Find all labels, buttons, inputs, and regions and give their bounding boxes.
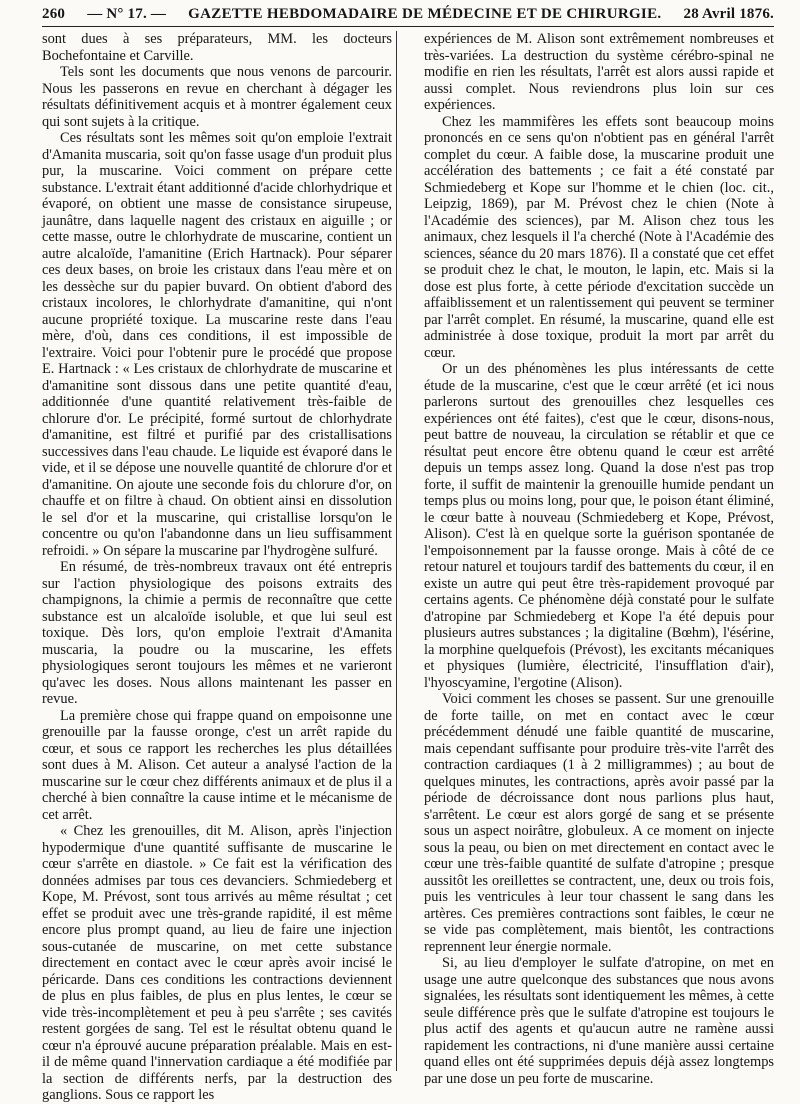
paragraph: La première chose qui frappe quand on empoisonne une grenouille par la fausse oronge, c'est un arrêt rapide du cœur, et sous ce rapport les recherches les plus détaillées sont dues à M. Alison. Cet auteur a analysé l'action de la muscarine sur le cœur chez différents animaux et de plus il a cherché à bien connaître la cause intime et le mécanisme de cet arrêt. — [42, 707, 392, 823]
paragraph: « Chez les grenouilles, dit M. Alison, après l'injection hypodermique d'une quantité suffisante de muscarine le cœur s'arrête en diastole. » Ce fait est la vérification des données admises par tous ces devanciers. Schmiedeberg et Kope, M. Prévost, sont tous arrivés au même résultat ; cet effet se produit avec une très-grande rapidité, il est même encore plus prompt quand, au lieu de faire une injection sous-cutanée de muscarine, on met cette substance directement en contact avec le cœur après avoir incisé le péricarde. Dans ces conditions les contractions deviennent de plus en plus faibles, de plus en plus lentes, le cœur se vide très-incomplètement et peu à peu s'arrête ; ses cavités restent gorgées de sang. Tel est le résultat obtenu quand le cœur n'a éprouvé aucune préparation préalable. Mais en est-il de même quand l'innervation cardiaque a été modifiée par la section de différents nerfs, par la destruction des ganglions. Sous ce rapport les — [42, 823, 392, 1103]
page-number: 260 — [42, 6, 66, 22]
right-column — [424, 31, 774, 1104]
journal-title: GAZETTE HEBDOMADAIRE DE MÉDECINE ET DE CHIRURGIE. — [188, 6, 662, 22]
paragraph: Tels sont les documents que nous venons de parcourir. Nous les passerons en revue en cherchant à dégager les résultats définitivement acquis et à montrer également ceux qui sont sujets à la critique. — [42, 64, 392, 130]
paragraph: Ces résultats sont les mêmes soit qu'on emploie l'extrait d'Amanita muscaria, soit qu'on fasse usage d'un produit plus pur, la muscarine. Voici comment on prépare cette substance. L'extrait étant additionné d'acide chlorhydrique et évaporé, on obtient une masse de consistance sirupeuse, jaunâtre, dans laquelle nagent des cristaux en aiguille ; or cette masse, outre le chlorhydrate de muscarine, contient un autre alcaloïde, l'amanitine (Erich Hartnack). Pour séparer ces deux bases, on broie les cristaux dans l'eau mère et on les dessèche sur du papier buvard. On obtient d'abord des cristaux incolores, le chlorhydrate d'amanitine, qui n'ont aucune propriété toxique. La muscarine reste dans l'eau mère, d'où, dans ces conditions, il est impossible de l'extraire. Voici pour l'obtenir pure le procédé que propose E. Hartnack : « Les cristaux de chlorhydrate de muscarine et d'amanitine sont dissous dans une petite quantité d'eau, additionnée d'une quantité relativement très-faible de chlorure d'or. Le précipité, formé surtout de chlorhydrate d'amanitine, est filtré et purifié par des cristallisations successives dans l'eau chaude. Le liquide est évaporé dans le vide, et il se dépose une nouvelle quantité de chlorure d'or et d'amanitine. On ajoute une seconde fois du chlorure d'or, on chauffe et on filtre à chaud. On obtient ainsi en dissolution le sel d'or et la muscarine, qui cristallise lorsqu'on le concentre ou qu'on l'abandonne dans un lieu suffisamment refroidi. » On sépare la muscarine par l'hydrogène sulfuré. — [42, 130, 392, 559]
paragraph: expériences de M. Alison sont extrêmement nombreuses et très-variées. La destruction du système cérébro-spinal ne modifie en rien les résultats, l'arrêt est alors aussi rapide et aussi complet. Nous reviendrons plus loin sur ces expériences. — [424, 31, 774, 113]
paragraph: Chez les mammifères les effets sont beaucoup moins prononcés en ce sens qu'on n'obtient pas en général l'arrêt complet du cœur. A faible dose, la muscarine produit une accélération des battements ; ce fait a été constaté par Schmiedeberg et Kope sur l'homme et le chien (loc. cit., Leipzig, 1869), par M. Prévost chez le chien (Note à l'Académie des sciences), par M. Alison chez tous les animaux, chez lesquels il l'a cherché (Note à l'Académie des sciences, séance du 20 mars 1876). Il a constaté que cet effet se produit chez le chat, le mouton, le lapin, etc. Mais si la dose est plus forte, à cette période d'excitation succède un affaiblissement et un ralentissement qui peuvent se terminer par l'arrêt complet. En résumé, la muscarine, quand elle est administrée à dose toxique, produit la mort par arrêt du cœur. — [424, 113, 774, 361]
paragraph: Si, au lieu d'employer le sulfate d'atropine, on met en usage une autre quelconque des substances que nous avons signalées, les résultats sont identiquement les mêmes, à cette seule différence près que le sulfate d'atropine est toujours le plus actif des agents et qu'aucun autre ne ramène aussi rapidement les contractions, ni d'une manière aussi certaine quand elles ont été supprimées depuis déjà assez longtemps par une dose un peu forte de muscarine. — [424, 955, 774, 1087]
paragraph: Or un des phénomènes les plus intéressants de cette étude de la muscarine, c'est que le cœur arrêté (et ici nous parlerons surtout des grenouilles chez lesquelles ces expériences ont été faites), c'est que le cœur, disons-nous, peut battre de nouveau, la circulation se rétablir et que ce résultat peut encore être obtenu quand le cœur est arrêté depuis un temps assez long. Quand la dose n'est pas trop forte, il suffit de maintenir la grenouille humide pendant un temps plus ou moins long, pour que, le poison étant éliminé, le cœur batte à nouveau (Schmiedeberg et Kope, Prévost, Alison). C'est là en quelque sorte la guérison spontanée de l'empoisonnement par la fausse oronge. Mais à côté de ce retour naturel et toujours tardif des battements du cœur, il en existe un autre qui peut être très-rapidement provoqué par certains agents. Ce phénomène déjà constaté pour le sulfate d'atropine par Schmiedeberg et Kope l'a été depuis pour plusieurs autres substances ; la digitaline (Bœhm), l'ésérine, la morphine quelquefois (Prévost), les excitants mécaniques et physiques (lumière, électricité, l'insufflation d'air), l'hyoscyamine, l'ergotine (Alison). — [424, 361, 774, 691]
issue-date: 28 Avril 1876. — [683, 6, 774, 22]
paragraph: Voici comment les choses se passent. Sur une grenouille de forte taille, on met en contact avec le cœur précédemment dénudé une faible quantité de muscarine, mais cependant suffisante pour produire très-vite l'arrêt des contraction cardiaques (1 à 2 milligrammes) ; au bout de quelques minutes, les contractions, après avoir passé par la période de décroissance dont nous parlions plus haut, s'arrêtent. Le cœur est alors gorgé de sang et se présente sous un aspect noirâtre, globuleux. A ce moment on injecte sous la peau, ou bien on met directement en contact avec le cœur une très-faible quantité de sulfate d'atropine ; presque aussitôt les oreillettes se contractent, une, deux ou trois fois, puis les ventricules à leur tour chassent le sang dans les artères. Ces premières contractions sont faibles, le cœur ne se vide pas complètement, mais bientôt, les contractions reprennent leur énergie normale. — [424, 691, 774, 955]
left-column — [42, 31, 392, 1104]
issue-number: — N° 17. — — [87, 6, 167, 22]
running-header — [42, 6, 774, 27]
paragraph: En résumé, de très-nombreux travaux ont été entrepris sur l'action physiologique des poisons extraits des champignons, la chimie a permis de reconnaître que cette substance est un alcaloïde isoluble, et que lui seul est toxique. Dès lors, qu'on emploie l'extrait d'Amanita muscaria, la poudre ou la muscarine, les effets physiologiques seront toujours les mêmes et ne varieront qu'avec les doses. Nous allons maintenant les passer en revue. — [42, 559, 392, 707]
text-columns — [42, 31, 774, 1104]
paragraph: sont dues à ses préparateurs, MM. les docteurs Bochefontaine et Carville. — [42, 31, 392, 64]
column-divider — [396, 31, 397, 1071]
